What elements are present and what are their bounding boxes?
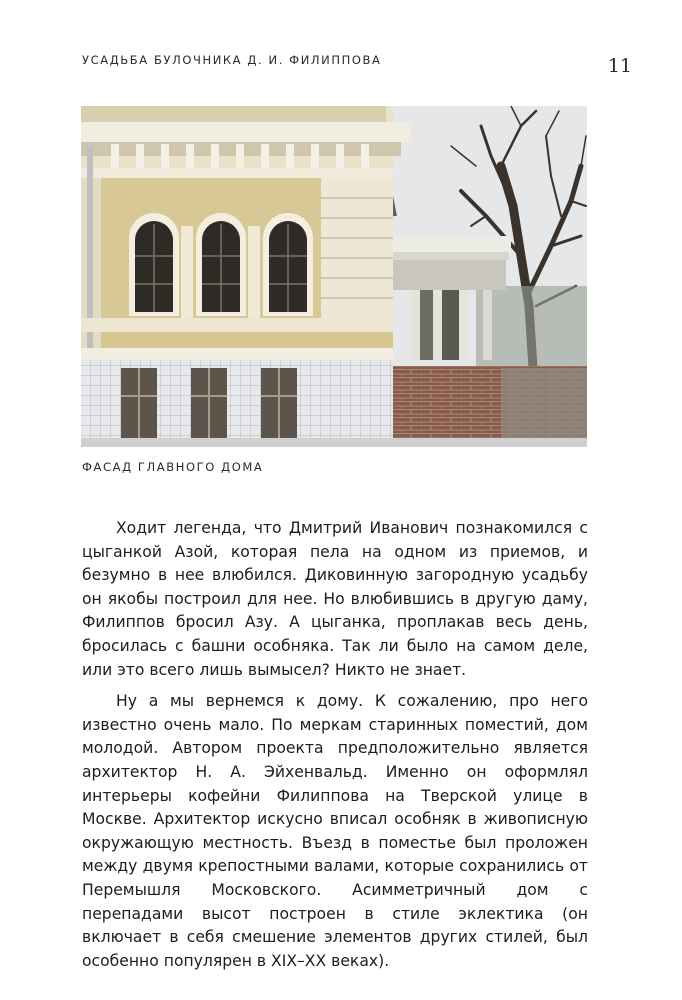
running-title: УСАДЬБА БУЛОЧНИКА Д. И. ФИЛИППОВА — [82, 53, 382, 67]
paragraph-house: Ну а мы вернемся к дому. К сожалению, про него известно очень мало. По меркам старинных поместий, дом молодой. Автором проекта предположительно является архитектор Н. А. Эйхенвальд. Именно он оформлял интерьеры кофейни Филиппова на Тверской улице в Москве. Архитектор искусно вписал особняк в живописную окружающую местность. Въезд в поместье был проложен между двумя крепостными валами, которые сохранились от Перемышля Московского. Асимметричный дом с перепадами высот построен в стиле эклектика (он включает в себя смешение элементов других стилей, был особенно популярен в XIX–XX веках). — [82, 692, 588, 970]
facade-photo — [81, 106, 587, 447]
paragraph-legend: Ходит легенда, что Дмитрий Иванович познакомился с цыганкой Азой, которая пела на одном из приемов, и безумно в нее влюбился. Диковинную загородную усадьбу он якобы построил для нее. Но влюбившись в другую даму, Филиппов бросил Азу. А цыганка, проплакав весь день, бросилась с башни особняка. Так ли было на самом деле, или это всего лишь вымысел? Никто не знает. — [82, 519, 588, 679]
page-number: 11 — [607, 55, 632, 77]
photo-caption: ФАСАД ГЛАВНОГО ДОМА — [82, 460, 264, 474]
body-text — [82, 517, 588, 981]
